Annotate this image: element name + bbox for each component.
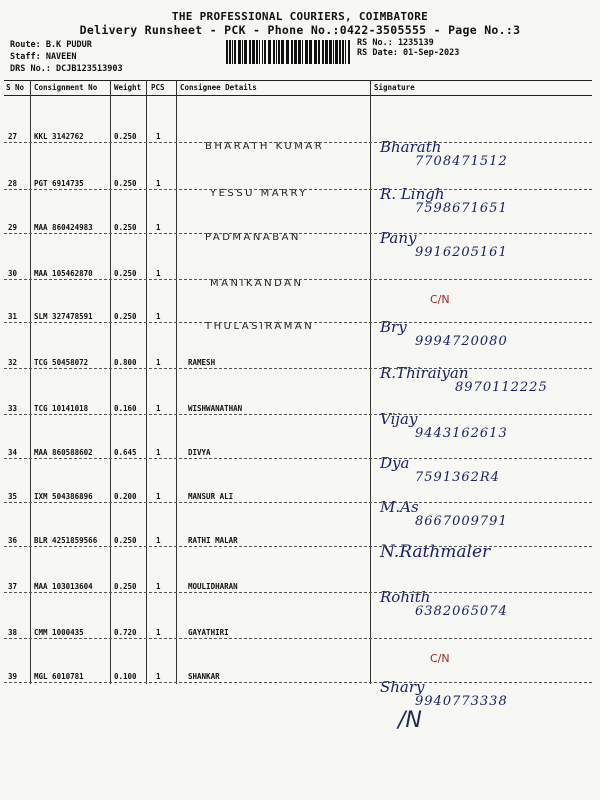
row-signature: Bharath	[380, 138, 442, 156]
row-consignee-handwritten: THULASIRAMAN	[205, 321, 315, 332]
grid-line	[30, 80, 31, 684]
row-consignment-no: MAA 860424983	[34, 223, 93, 232]
rs-date: RS Date: 01-Sep-2023	[357, 48, 460, 58]
row-separator	[4, 189, 592, 190]
barcode-bar	[262, 40, 263, 64]
route-label: Route: B.K PUDUR	[10, 40, 92, 50]
col-weight: Weight	[114, 83, 142, 92]
row-signature-phone: 9443162613	[415, 426, 508, 441]
barcode-bar	[329, 40, 332, 64]
row-pcs: 1	[156, 404, 161, 413]
runsheet-subtitle: Delivery Runsheet - PCK - Phone No.:0422-3505555 - Page No.:3	[79, 23, 521, 37]
row-sno: 37	[8, 582, 18, 591]
row-consignee-handwritten: YESSU MARRY	[210, 188, 308, 199]
row-consignment-no: SLM 327478591	[34, 312, 93, 321]
row-pcs: 1	[156, 672, 161, 681]
barcode-bar	[256, 40, 258, 64]
row-consignee: GAYATHIRI	[188, 628, 229, 637]
col-consignment: Consignment No	[34, 83, 98, 92]
row-separator	[4, 458, 592, 459]
row-weight: 0.645	[114, 448, 137, 457]
row-consignment-no: MAA 105462870	[34, 269, 93, 278]
row-weight: 0.250	[114, 132, 137, 141]
row-separator	[4, 592, 592, 593]
row-sno: 34	[8, 448, 18, 457]
barcode-bar	[309, 40, 312, 64]
row-weight: 0.800	[114, 358, 137, 367]
row-signature: N.Rathmaler	[380, 542, 491, 562]
barcode-bar	[294, 40, 297, 64]
row-weight: 0.720	[114, 628, 137, 637]
row-separator	[4, 546, 592, 547]
row-signature: Pany	[380, 229, 417, 247]
row-pcs: 1	[156, 223, 161, 232]
barcode-bar	[339, 40, 341, 64]
row-signature-phone: 6382065074	[415, 604, 508, 619]
company-title: THE PROFESSIONAL COURIERS, COIMBATORE	[171, 10, 429, 23]
barcode-bar	[264, 40, 266, 64]
barcode-bar	[345, 40, 346, 64]
row-signature-phone: 9916205161	[415, 245, 508, 260]
row-sno: 27	[8, 132, 18, 141]
barcode-bar	[286, 40, 289, 64]
col-pcs: PCS	[151, 83, 165, 92]
row-separator	[4, 322, 592, 323]
row-consignment-no: TCG 10141018	[34, 404, 89, 413]
barcode-image	[226, 40, 352, 64]
grid-line	[110, 80, 111, 684]
row-signature: Rohith	[380, 588, 431, 606]
barcode-bar	[229, 40, 231, 64]
table-header	[4, 80, 592, 96]
row-consignment-no: MAA 103013604	[34, 582, 93, 591]
row-pcs: 1	[156, 448, 161, 457]
row-signature: R. Lingh	[380, 185, 445, 203]
row-sno: 38	[8, 628, 18, 637]
row-separator	[4, 368, 592, 369]
row-consignee: DIVYA	[188, 448, 211, 457]
row-consignee-handwritten: MANIKANDAN	[210, 278, 304, 289]
row-sno: 36	[8, 536, 18, 545]
row-signature: Bry	[380, 318, 407, 336]
row-signature-phone: 7591362R4	[415, 470, 500, 485]
row-cn-mark: C/N	[430, 652, 450, 665]
row-consignee: SHANKAR	[188, 672, 220, 681]
barcode-bar	[298, 40, 301, 64]
row-separator	[4, 279, 592, 280]
footer-mark: /N	[398, 708, 422, 733]
row-consignment-no: PGT 6914735	[34, 179, 84, 188]
col-consignee: Consignee Details	[180, 83, 257, 92]
barcode-bar	[242, 40, 243, 64]
barcode-bar	[333, 40, 334, 64]
barcode-bar	[322, 40, 324, 64]
row-signature-phone: 7598671651	[415, 201, 508, 216]
row-sno: 39	[8, 672, 18, 681]
row-consignment-no: BLR 4251859566	[34, 536, 98, 545]
row-pcs: 1	[156, 358, 161, 367]
barcode-bar	[291, 40, 293, 64]
row-weight: 0.250	[114, 582, 137, 591]
drs-number: DRS No.: DCJB123513903	[10, 64, 123, 74]
row-sno: 28	[8, 179, 18, 188]
barcode-bar	[305, 40, 308, 64]
barcode-bar	[276, 40, 277, 64]
barcode-bar	[318, 40, 320, 64]
row-signature-phone: 7708471512	[415, 154, 508, 169]
row-signature: M.As	[380, 498, 419, 516]
row-consignee-handwritten: BHARATH KUMAR	[205, 141, 325, 152]
grid-line	[146, 80, 147, 684]
barcode-bar	[232, 40, 233, 64]
barcode-bar	[273, 40, 275, 64]
row-signature: Vijay	[380, 410, 418, 428]
col-signature: Signature	[374, 83, 415, 92]
row-weight: 0.250	[114, 179, 137, 188]
barcode-bar	[249, 40, 251, 64]
row-weight: 0.250	[114, 269, 137, 278]
row-sno: 30	[8, 269, 18, 278]
barcode-bar	[252, 40, 255, 64]
row-consignee: WISHWANATHAN	[188, 404, 243, 413]
row-consignment-no: KKL 3142762	[34, 132, 84, 141]
row-sno: 33	[8, 404, 18, 413]
row-separator	[4, 142, 592, 143]
row-weight: 0.250	[114, 312, 137, 321]
row-signature: Shary	[380, 678, 425, 696]
row-consignment-no: IXM 504386896	[34, 492, 93, 501]
row-pcs: 1	[156, 312, 161, 321]
barcode-bar	[348, 40, 350, 64]
barcode-bar	[325, 40, 328, 64]
row-cn-mark: C/N	[430, 293, 450, 306]
row-consignee: MOULIDHARAN	[188, 582, 238, 591]
row-signature-phone: 9940773338	[415, 694, 508, 709]
row-signature: R.Thiraiyan	[380, 364, 469, 382]
barcode-bar	[238, 40, 241, 64]
barcode-bar	[278, 40, 280, 64]
barcode-bar	[342, 40, 344, 64]
row-consignee: RAMESH	[188, 358, 216, 367]
row-signature-phone: 8667009791	[415, 514, 508, 529]
row-sno: 29	[8, 223, 18, 232]
grid-line	[176, 80, 177, 684]
row-consignment-no: CMM 1000435	[34, 628, 84, 637]
barcode-bar	[226, 40, 228, 64]
col-sno: S No	[6, 83, 25, 92]
row-separator	[4, 414, 592, 415]
row-consignment-no: MGL 6010781	[34, 672, 84, 681]
row-consignee: RATHI MALAR	[188, 536, 238, 545]
grid-line	[370, 80, 371, 684]
row-pcs: 1	[156, 132, 161, 141]
row-pcs: 1	[156, 179, 161, 188]
row-consignment-no: MAA 860588602	[34, 448, 93, 457]
row-separator	[4, 502, 592, 503]
row-consignment-no: TCG 50458072	[34, 358, 89, 367]
row-pcs: 1	[156, 269, 161, 278]
row-sno: 32	[8, 358, 18, 367]
row-separator	[4, 233, 592, 234]
row-pcs: 1	[156, 492, 161, 501]
row-pcs: 1	[156, 536, 161, 545]
row-signature-phone: 8970112225	[455, 380, 548, 395]
row-separator	[4, 682, 592, 683]
row-consignee: MANSUR ALI	[188, 492, 234, 501]
barcode-bar	[314, 40, 317, 64]
barcode-bar	[259, 40, 260, 64]
row-weight: 0.250	[114, 223, 137, 232]
row-sno: 31	[8, 312, 18, 321]
row-consignee-handwritten: PADMANABAN	[205, 232, 301, 243]
row-pcs: 1	[156, 628, 161, 637]
row-weight: 0.250	[114, 536, 137, 545]
barcode-bar	[281, 40, 284, 64]
barcode-bar	[244, 40, 247, 64]
row-weight: 0.200	[114, 492, 137, 501]
row-signature: Dya	[380, 454, 410, 472]
row-separator	[4, 638, 592, 639]
row-weight: 0.100	[114, 672, 137, 681]
row-weight: 0.160	[114, 404, 137, 413]
barcode-bar	[302, 40, 303, 64]
rs-number: RS No.: 1235139	[357, 38, 434, 48]
row-signature-phone: 9994720080	[415, 334, 508, 349]
staff-label: Staff: NAVEEN	[10, 52, 77, 62]
row-sno: 35	[8, 492, 18, 501]
row-pcs: 1	[156, 582, 161, 591]
barcode-bar	[335, 40, 338, 64]
barcode-bar	[268, 40, 271, 64]
barcode-bar	[234, 40, 236, 64]
